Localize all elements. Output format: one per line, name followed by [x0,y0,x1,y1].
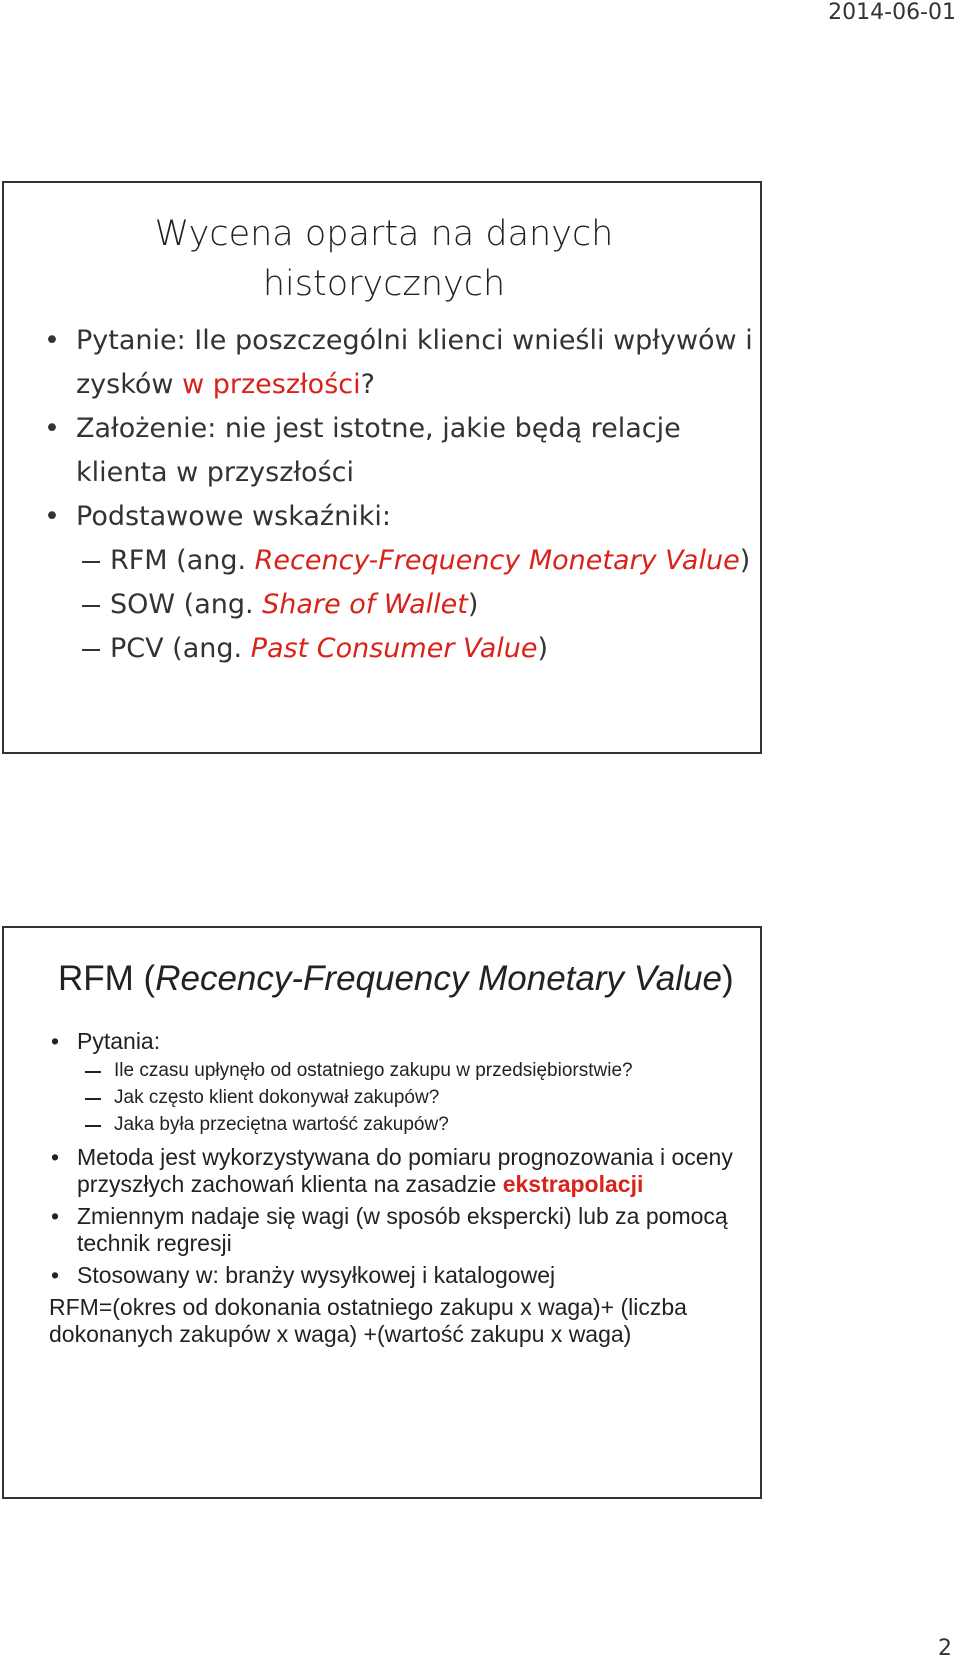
sow-prefix: SOW (ang. [110,589,263,620]
sub-question-frequency: Jak często klient dokonywał zakupów? [49,1084,749,1111]
sow-full-name: Share of Wallet [262,589,468,620]
rfm-formula: RFM=(okres od dokonania ostatniego zakupu x waga)+ (liczba dokonanych zakupów x waga) +(wartość zakupu x waga) [49,1294,687,1347]
rfm-suffix: ) [739,545,751,576]
bullet-usage: • Stosowany w: branży wysyłkowej i katalogowej [49,1262,749,1289]
highlight-extrapolation: ekstrapolacji [502,1171,644,1197]
bullet-questions: • Pytania: [49,1028,749,1055]
title-prefix: RFM ( [58,959,156,998]
slide-title [4,209,764,309]
title-suffix: ) [721,959,734,998]
slide-rfm [2,926,762,1499]
page-number: 2 [938,1636,952,1661]
sow-suffix: ) [467,589,479,620]
sub-item-pcv [44,627,754,671]
bullet-weights: • Zmiennym nadaje się wagi (w sposób ekspercki) lub za pomocą technik regresji [49,1203,749,1257]
pcv-prefix: PCV (ang. [110,633,251,664]
bullet-indicators: • Podstawowe wskaźniki: [44,495,754,539]
bullet-list [44,319,754,671]
sub-item-sow [44,583,754,627]
sub-question-monetary: Jaka była przeciętna wartość zakupów? [49,1111,749,1138]
bullet-method-text: Metoda jest wykorzystywana do pomiaru prognozowania i oceny przyszłych zachowań klienta na zasadzie [77,1144,733,1197]
title-italic: Recency-Frequency Monetary Value [155,959,722,998]
pcv-suffix: ) [537,633,549,664]
slide-title-line-1: Wycena oparta na danych [154,214,614,254]
bullet-method [49,1144,749,1198]
sub-question-recency: Ile czasu upłynęło od ostatniego zakupu w przedsiębiorstwie? [49,1057,749,1084]
slide-title [58,954,734,1004]
sub-item-rfm [44,539,754,583]
bullet-question-end: ? [360,369,375,400]
pcv-full-name: Past Consumer Value [250,633,538,664]
slide-title-line-2: historycznych [262,264,506,304]
slide-historical-valuation [2,181,762,754]
bullet-question-text: Pytanie: Ile poszczególni klienci wnieśli wpływów i zysków [76,325,753,400]
header-date: 2014-06-01 [828,0,956,25]
highlight-past: w przeszłości [182,369,361,400]
rfm-prefix: RFM (ang. [110,545,255,576]
rfm-full-name: Recency-Frequency Monetary Value [254,545,740,576]
bullet-question [44,319,754,407]
bullet-assumption: • Założenie: nie jest istotne, jakie będą relacje klienta w przyszłości [44,407,754,495]
slide-body [49,1028,749,1348]
